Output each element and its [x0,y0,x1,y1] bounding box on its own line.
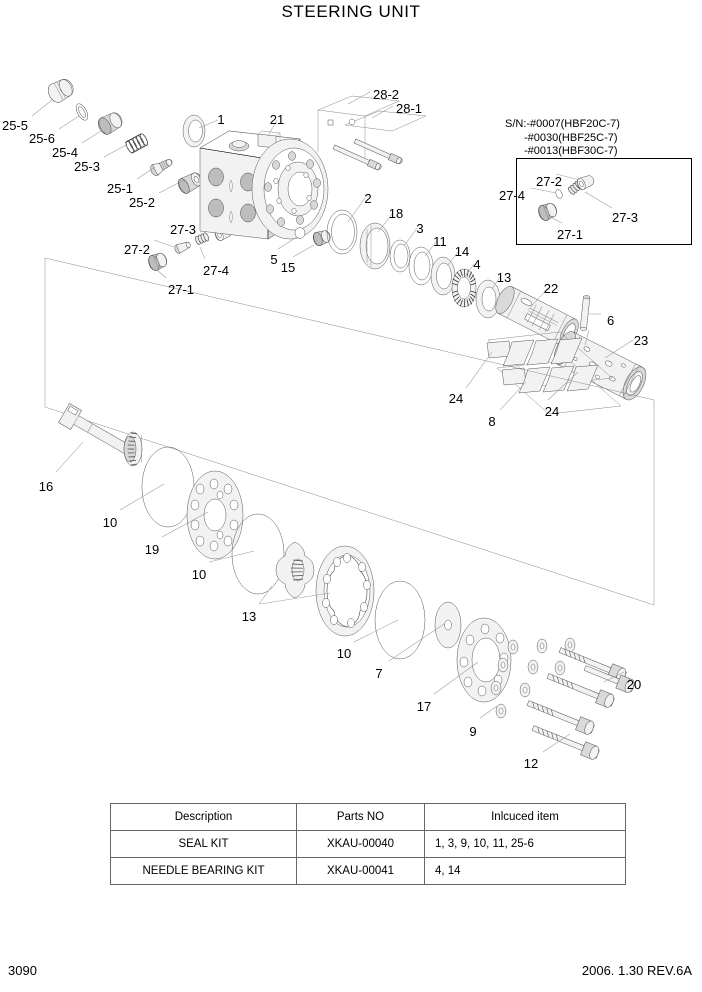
parts-table [110,803,626,885]
drive-shaft-group [56,403,511,702]
callout-label-20-38: 20 [626,677,642,692]
inset-callout-label-27-2: 27-2 [535,174,563,189]
sn-line-3: -#0013(HBF30C-7) [524,145,618,157]
inset-callout-label-27-4-1: 27-4 [498,188,525,203]
callout-label-19-31: 19 [144,542,160,557]
callout-label-13-20: 13 [496,270,512,285]
callout-label-10-30: 10 [102,515,118,530]
callout-label-10-32: 10 [191,567,207,582]
inset-callout-label-27-1-3: 27-1 [556,227,584,242]
callout-label-28-2-12: 28-2 [373,87,400,102]
callout-label-14-18: 14 [454,244,470,259]
callout-label-25-3-3: 25-3 [73,159,100,174]
callout-label-27-1-9: 27-1 [168,282,195,297]
callout-label-2-14: 2 [364,191,372,206]
cell-included-item: 1, 3, 9, 10, 11, 25-6 [425,831,626,858]
callout-label-3-16: 3 [416,221,424,236]
cell-description: SEAL KIT [111,831,297,858]
inset-callout-label-27-3-2: 27-3 [611,210,639,225]
cell-parts-no: XKAU-00040 [297,831,425,858]
col-header-description: Description [111,804,297,831]
relief-valve-group [32,76,205,196]
page-title: STEERING UNIT [281,2,421,21]
callout-label-9-37: 9 [469,724,477,739]
callout-label-17-36: 17 [416,699,432,714]
table-row [111,858,626,885]
callout-label-23-25: 23 [633,333,649,348]
callout-label-18-15: 18 [388,206,404,221]
sn-line-1: S/N:-#0007(HBF20C-7) [505,118,620,130]
table-row [111,831,626,858]
serial-number-note [505,118,620,159]
sn-line-2: -#0030(HBF25C-7) [524,131,618,144]
callout-label-25-4-2: 25-4 [51,145,78,160]
callout-label-15-22: 15 [280,260,296,275]
callout-label-25-2-5: 25-2 [128,195,155,210]
callout-label-27-3-6: 27-3 [169,222,196,237]
callout-label-21-11: 21 [269,112,285,127]
callout-label-8-27: 8 [488,414,496,429]
page-number: 3090 [8,963,37,978]
callout-label-28-1-13: 28-1 [396,101,423,116]
callout-label-25-5: 25-5 [1,118,28,133]
table-header-row [111,804,626,831]
callout-label-25-6-1: 25-6 [28,131,55,146]
col-header-parts-no: Parts NO [297,804,425,831]
cell-included-item: 4, 14 [425,858,626,885]
col-header-included-item: Inlcuced item [425,804,626,831]
callout-label-4-19: 4 [473,257,481,272]
callout-label-16-29: 16 [38,479,54,494]
revision-date: 2006. 1.30 REV.6A [581,963,692,978]
callout-label-5-21: 5 [270,252,278,267]
callout-label-24-28: 24 [544,404,560,419]
cell-parts-no: XKAU-00041 [297,858,425,885]
callout-label-6-24: 6 [607,313,615,328]
callout-label-22-23: 22 [543,281,559,296]
callout-label-7-35: 7 [375,666,383,681]
callout-label-10-34: 10 [336,646,352,661]
callout-label-25-1-4: 25-1 [106,181,133,196]
callout-label-11-17: 11 [433,234,447,249]
cell-description: NEEDLE BEARING KIT [111,858,297,885]
callout-label-1-10: 1 [217,112,225,127]
callout-label-27-4-8: 27-4 [203,263,230,278]
callout-label-27-2-7: 27-2 [123,242,150,257]
serial-number-inset-box [516,158,692,245]
callout-label-12-39: 12 [523,756,539,771]
callout-label-13-33: 13 [241,609,257,624]
callout-label-24-26: 24 [448,391,464,406]
